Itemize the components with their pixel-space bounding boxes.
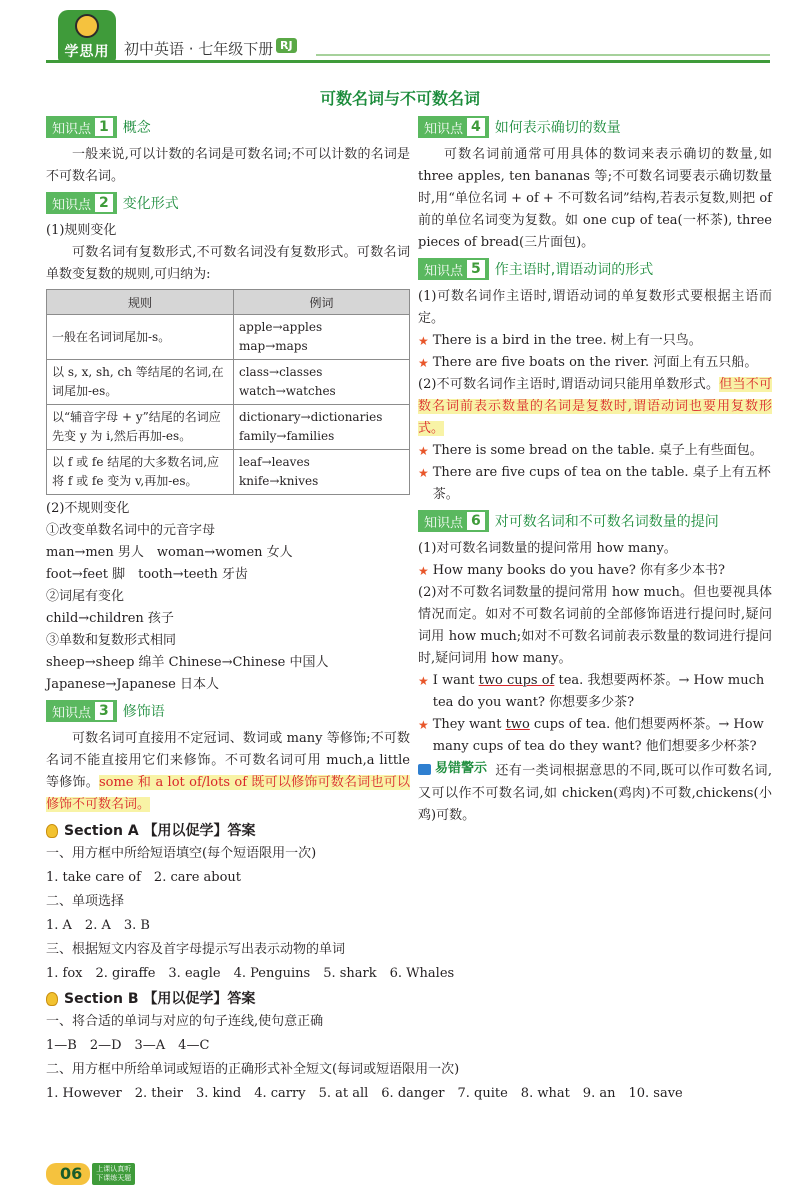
star-icon: ★ [418,466,429,480]
table-header-row [47,290,410,315]
kp-title: 如何表示确切的数量 [494,120,621,136]
example-2: map→maps [239,339,308,353]
kp-number: 2 [95,194,113,212]
kp-number: 6 [467,512,485,530]
kp3-highlight: some 和 a lot of/lots of 既可以修饰可数名词也可以修饰不可数名词。 [46,775,410,812]
knowledge-point-3-header [46,700,410,722]
example-part: They want [432,717,506,732]
underlined-phrase: two [505,717,530,732]
irregular-line: ①改变单数名词中的元音字母 [46,523,216,538]
kp-label: 知识点 [424,121,464,137]
star-icon: ★ [418,356,429,370]
book-icon [418,764,431,775]
page-footer [46,1162,135,1186]
example-part: I want [432,673,479,688]
table-row [47,450,410,495]
example-text: There are five cups of tea on the table. 桌子上有五杯茶。 [432,465,771,502]
kp-badge [418,510,489,532]
kp2-sub2: (2)不规则变化 [46,501,130,516]
warning-text [418,758,772,827]
kp5-p2-text: (2)不可数名词作主语时,谓语动词只能用单数形式。 [418,377,720,392]
answer-line: 一、用方框中所给短语填空(每个短语限用一次) [46,846,317,861]
kp-title: 作主语时,谓语动词的形式 [494,262,654,278]
example-text: There is a bird in the tree. 树上有一只鸟。 [432,333,702,348]
kp-badge [418,116,489,138]
table-row [47,360,410,405]
example-text [433,670,772,714]
section-title-text: Section A 【用以促学】答案 [64,823,256,839]
example-sentence [418,714,772,758]
rule-cell: 以 s, x, sh, ch 等结尾的名词,在词尾加-es。 [47,360,234,405]
knowledge-point-1-header [46,116,410,138]
section-a-title [46,820,776,842]
kp-number: 1 [95,118,113,136]
star-icon: ★ [418,334,429,348]
rule-cell: 以 f 或 fe 结尾的大多数名词,应将 f 或 fe 变为 v,再加-es。 [47,450,234,495]
answer-line: 一、将合适的单词与对应的句子连线,使句意正确 [46,1014,324,1029]
example-1: class→classes [239,365,323,379]
answer-line: 1. take care of 2. care about [46,870,242,885]
knowledge-point-4-header [418,116,772,138]
knowledge-point-6-header [418,510,772,532]
example-cell [234,450,410,495]
kp-label: 知识点 [424,515,464,531]
page-header [0,0,800,70]
kp6-p2: (2)对不可数名词数量的提问常用 how much。但也要视具体情况而定。如对不可数名词前的全部修饰语进行提问时,疑问词用 how much;如对不可数名词前表示数量的数词进行提问时,疑问词用 how many。 [418,585,772,666]
kp5-p2 [418,374,772,440]
kp1-text: 一般来说,可以计数的名词是可数名词;不可以计数的名词是不可数名词。 [46,147,410,184]
rule-cell: 以“辅音字母 + y”结尾的名词应先变 y 为 i,然后再加-es。 [47,405,234,450]
kp5-p1: (1)可数名词作主语时,谓语动词的单复数形式要根据主语而定。 [418,289,772,326]
irregular-line: Japanese→Japanese 日本人 [46,677,219,692]
kp-badge [46,700,117,722]
kp-label: 知识点 [52,705,92,721]
kp2-intro: 可数名词有复数形式,不可数名词没有复数形式。可数名词单数变复数的规则,可归纳为: [46,245,410,282]
header-accent-rule [316,54,770,56]
example-sentence [418,352,772,374]
kp-title: 修饰语 [122,704,165,720]
star-icon: ★ [418,564,429,578]
irregular-line: ②词尾有变化 [46,589,125,604]
kp-title: 变化形式 [122,196,179,212]
example-cell [234,315,410,360]
mascot-icon [75,14,99,38]
left-column [46,112,410,816]
table-header-example: 例词 [234,290,410,315]
example-sentence [418,560,772,582]
warning-body: 还有一类词根据意思的不同,既可以作可数名词,又可以作不可数名词,如 chicken(鸡肉)不可数,chickens(小鸡)可数。 [418,763,772,823]
kp-number: 3 [95,702,113,720]
section-title-text: Section B 【用以促学】答案 [64,991,256,1007]
star-icon: ★ [418,444,429,458]
example-2: family→families [239,429,335,443]
footer-tag-line: 下课练天题 [96,1174,132,1182]
answers-section [46,818,776,1106]
rule-cell: 一般在名词词尾加-s。 [47,315,234,360]
example-2: watch→watches [239,384,336,398]
kp-badge [418,258,489,280]
example-text: There is some bread on the table. 桌子上有些面包。 [432,443,763,458]
page-title: 可数名词与不可数名词 [319,89,480,108]
kp4-text: 可数名词前通常可用具体的数词来表示确切的数量,如 three apples, ten bananas 等;不可数名词要表示确切数量时,用“单位名词 + of + 不可数名词”结构,若表示复数,则把 of 前的单位名词变为复数。如 one cup of tea(一杯茶), three pieces of bread(三片面包)。 [418,147,772,250]
answer-line: 二、用方框中所给单词或短语的正确形式补全短文(每词或短语限用一次) [46,1062,460,1077]
warning-label-text: 易错警示 [435,761,488,776]
example-sentence [418,670,772,714]
table-header-rule: 规则 [47,290,234,315]
kp-badge [46,116,117,138]
answer-line: 1. However 2. their 3. kind 4. carry 5. at all 6. danger 7. quite 8. what 9. an 10. save [46,1086,683,1101]
underlined-phrase: two cups of [478,673,555,688]
example-text: How many books do you have? 你有多少本书? [432,563,725,578]
knowledge-point-5-header [418,258,772,280]
example-text [433,714,772,758]
example-sentence [418,462,772,506]
irregular-line: ③单数和复数形式相同 [46,633,177,648]
kp-title: 概念 [122,120,151,136]
answer-line: 三、根据短文内容及首字母提示写出表示动物的单词 [46,942,346,957]
example-text: There are five boats on the river. 河面上有五只船。 [432,355,758,370]
table-row [47,315,410,360]
example-cell [234,360,410,405]
example-1: leaf→leaves [239,455,310,469]
brand-name: 学思用 [64,44,110,60]
right-column [418,112,772,827]
brand-logo [58,10,116,62]
irregular-line: man→men 男人 woman→women 女人 [46,545,293,560]
knowledge-point-2-header [46,192,410,214]
edition-badge: RJ [276,38,297,53]
kp-label: 知识点 [424,263,464,279]
example-1: dictionary→dictionaries [239,410,383,424]
example-part: cups of tea. 他们想要两杯茶。→ How many cups of tea do they want? 他们想要多少杯茶? [432,717,764,754]
answer-line: 1. A 2. A 3. B [46,918,150,933]
footer-tag-line: 上课认真听 [96,1165,132,1173]
header-rule [46,60,770,63]
answer-line: 1—B 2—D 3—A 4—C [46,1038,210,1053]
example-sentence [418,330,772,352]
table-row [47,405,410,450]
kp-number: 5 [467,260,485,278]
lightbulb-icon [46,992,58,1006]
example-part: tea. 我想要两杯茶。→ How much tea do you want? 你想要多少茶? [432,673,765,710]
answer-line: 1. fox 2. giraffe 3. eagle 4. Penguins 5. shark 6. Whales [46,966,455,981]
star-icon: ★ [418,718,429,732]
answer-line: 二、单项选择 [46,894,125,909]
kp-title: 对可数名词和不可数名词数量的提问 [494,514,719,530]
warning-label [418,758,487,780]
kp-label: 知识点 [52,197,92,213]
irregular-line: sheep→sheep 绵羊 Chinese→Chinese 中国人 [46,655,329,670]
irregular-line: foot→feet 脚 tooth→teeth 牙齿 [46,567,248,582]
kp2-sub1: (1)规则变化 [46,223,117,238]
section-b-title [46,988,776,1010]
kp3-text [46,728,410,816]
kp6-p1: (1)对可数名词数量的提问常用 how many。 [418,541,677,556]
page-number: 06 [46,1163,90,1185]
kp-label: 知识点 [52,121,92,137]
example-1: apple→apples [239,320,323,334]
kp3-text-a: 可数名词可直接用不定冠词、数词或 many 等修饰;不可数名词不能直接用它们来修饰。不可数名词可用 much,a little 等修饰。 [46,731,410,790]
example-sentence [418,440,772,462]
common-mistake-note [418,758,772,827]
plural-rules-table [46,289,410,495]
star-icon: ★ [418,674,429,688]
footer-tag [92,1163,135,1185]
kp-number: 4 [467,118,485,136]
book-title: 初中英语 · 七年级下册 [124,40,274,58]
kp5-highlight: 但当不可数名词前表示数量的名词是复数时,谓语动词也要用复数形式。 [418,377,772,436]
example-cell [234,405,410,450]
irregular-line: child→children 孩子 [46,611,174,626]
example-2: knife→knives [239,474,319,488]
lightbulb-icon [46,824,58,838]
kp-badge [46,192,117,214]
